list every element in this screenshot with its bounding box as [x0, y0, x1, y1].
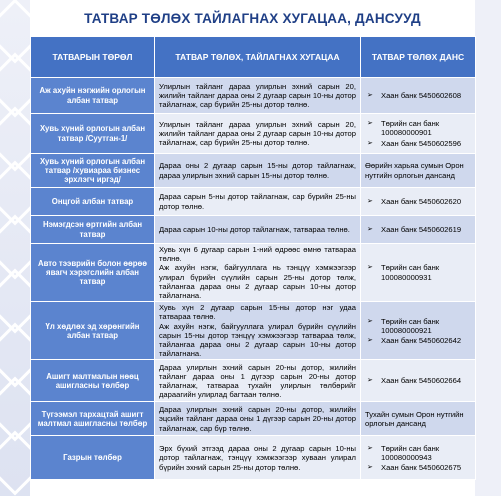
period-text: Улирлын тайланг дараа улирлын эхний сарын 20, жилийн тайланг дараа оны 2 дугаар сарын 10-ны дотор тайлагнаж, сар бүрийн 25-ны дотор төлнө.: [159, 119, 356, 148]
account-cell: [361, 402, 476, 436]
account-item: ➢ Хаан банк 5450602620: [365, 197, 471, 206]
table-row: [31, 154, 476, 188]
account-item: ➢ Хаан банк 5450602619: [365, 225, 471, 234]
page-title: ТАТВАР ТӨЛӨХ ТАЙЛАГНАХ ХУГАЦАА, ДАНСУУД: [84, 11, 421, 26]
account-cell: [361, 302, 476, 360]
period-text: Дараа сарын 10-ны дотор тайлагнаж, татвараа төлнө.: [159, 224, 350, 234]
tax-type-cell: Хувь хүний орлогын албан татвар /хувиараа бизнес эрхлэгч иргэд/: [31, 154, 155, 188]
account-item: ➢ Хаан банк 5450602608: [365, 91, 471, 100]
table-body: [31, 78, 476, 480]
diamond-shape: [0, 430, 30, 495]
table-row: [31, 302, 476, 360]
tax-type-cell: Үл хөдлөх эд хөрөнгийн албан татвар: [31, 302, 155, 360]
account-cell: [361, 154, 476, 188]
period-cell: [155, 436, 361, 480]
period-cell: [155, 78, 361, 114]
period-cell: [155, 302, 361, 360]
tax-type-cell: Газрын төлбөр: [31, 436, 155, 480]
period-text: Хувь хүн 6 дугаар сарын 1-ний өдрөөс өмнө татвараа төлнө.: [159, 245, 356, 264]
account-cell: [361, 188, 476, 216]
tax-type-cell: Түгээмэл тархацтай ашигт малтмал ашигласны төлбөр: [31, 402, 155, 436]
table-header-row: [31, 37, 476, 78]
period-cell: [155, 114, 361, 154]
left-decoration: [0, 0, 30, 496]
table-row: [31, 188, 476, 216]
table-row: [31, 216, 476, 244]
account-item: ➢ Төрийн сан банк 100080000901: [365, 119, 471, 137]
tax-type-cell: Ашигт малтмалын нөөц ашигласны төлбөр: [31, 360, 155, 402]
tax-type-cell: Хувь хүний орлогын албан татвар /Суутган-1/: [31, 114, 155, 154]
right-decoration: [475, 0, 501, 496]
period-text: Хувь хүн 2 дугаар сарын 15-ны дотор нэг удаа татвараа төлнө.: [159, 303, 356, 322]
period-cell: [155, 402, 361, 436]
table-row: [31, 244, 476, 302]
account-item: ➢ Төрийн сан банк 100080000931: [365, 263, 471, 281]
account-cell: [361, 360, 476, 402]
header-tax-type: ТАТВАРЫН ТӨРӨЛ: [31, 37, 155, 78]
period-text: Аж ахуйн нэгж, байгууллага улирал бүрийн сүүлийн сарын 15-ны дотор тэнцүү хэмжээгээр татвараа төлж, тайлангаа дараа оны 2 дугаар сарын 10-ны дотор тайлагнана.: [159, 321, 356, 359]
period-text: Эрх бүхий этгээд дараа оны 2 дугаар сарын 10-ны дотор тайлагнаж, тэнцүү хэмжээгээр хуваан улирал бүрийн эхний сарын 25-ны дотор төлнө.: [159, 444, 356, 472]
period-cell: [155, 154, 361, 188]
table-row: [31, 436, 476, 480]
period-text: Дараа сарын 5-ны дотор тайлагнаж, сар бүрийн 25-ны дотор төлнө.: [159, 192, 356, 211]
period-text: Дараа оны 2 дугаар сарын 15-ны дотор тайлагнаж, дараа улирлын эхний сарын 15-ны дотор төлнө.: [159, 161, 356, 180]
period-text: Дараа улирлын эхний сарын 20-ны дотор, жилийн эцсийн тайланг дараа оны 1 дүгээр сарын 20-ны дотор тайлагнаж, сар бүр төлнө.: [159, 405, 356, 433]
account-cell: [361, 436, 476, 480]
account-cell: [361, 78, 476, 114]
account-item: ➢ Хаан банк 5450602664: [365, 376, 471, 385]
table-row: [31, 402, 476, 436]
account-note: Өөрийн харьяа сумын Орон нутгийн орлогын дансанд: [365, 161, 464, 180]
table-row: [31, 114, 476, 154]
period-cell: [155, 188, 361, 216]
tax-type-cell: Авто тээврийн болон өөрөө явагч хэрэгслийн албан татвар: [31, 244, 155, 302]
account-cell: [361, 114, 476, 154]
period-text: Дараа улирлын эхний сарын 20-ны дотор, жилийн тайланг дараа оны 1 дүгээр сарын 20-ны дотор тайлагнаж, татвараа тухайн улирлын төлбөрийг дараагийн улирлад багтаан төлнө.: [159, 362, 356, 400]
period-text: Аж ахуйн нэгж, байгууллага нь тэнцүү хэмжээгээр улирал бүрийн сүүлийн сарын 25-ны дотор төлж, тайлангаа дараа оны 2 дугаар сарын 10-ны дотор тайлагнана.: [159, 263, 356, 301]
account-cell: [361, 216, 476, 244]
account-item: ➢ Төрийн сан банк 100080000921: [365, 317, 471, 335]
account-item: ➢ Төрийн сан банк 100080000943: [365, 444, 471, 462]
tax-table: [30, 36, 476, 480]
period-cell: [155, 216, 361, 244]
tax-type-cell: Нэмэгдсэн өртгийн албан татвар: [31, 216, 155, 244]
account-item: ➢ Хаан банк 5450602596: [365, 139, 471, 148]
period-cell: [155, 244, 361, 302]
table-row: [31, 360, 476, 402]
account-item: ➢ Хаан банк 5450602642: [365, 336, 471, 345]
account-note: Тухайн сумын Орон нутгийн орлогын дансанд: [365, 409, 464, 428]
header-period: ТАТВАР ТӨЛӨХ, ТАЙЛАГНАХ ХУГАЦАА: [155, 37, 361, 78]
account-item: ➢ Хаан банк 5450602675: [365, 463, 471, 472]
tax-type-cell: Онцгой албан татвар: [31, 188, 155, 216]
table-row: [31, 78, 476, 114]
header-account: ТАТВАР ТӨЛӨХ ДАНС: [361, 37, 476, 78]
tax-type-cell: Аж ахуйн нэгжийн орлогын албан татвар: [31, 78, 155, 114]
account-cell: [361, 244, 476, 302]
period-text: Улирлын тайланг дараа улирлын эхний сарын 20, жилийн тайланг дараа оны 2 дугаар сарын 10-ны дотор тайлагнаж, сар бүрийн 25-ны дотор төлнө.: [159, 81, 356, 110]
period-cell: [155, 360, 361, 402]
